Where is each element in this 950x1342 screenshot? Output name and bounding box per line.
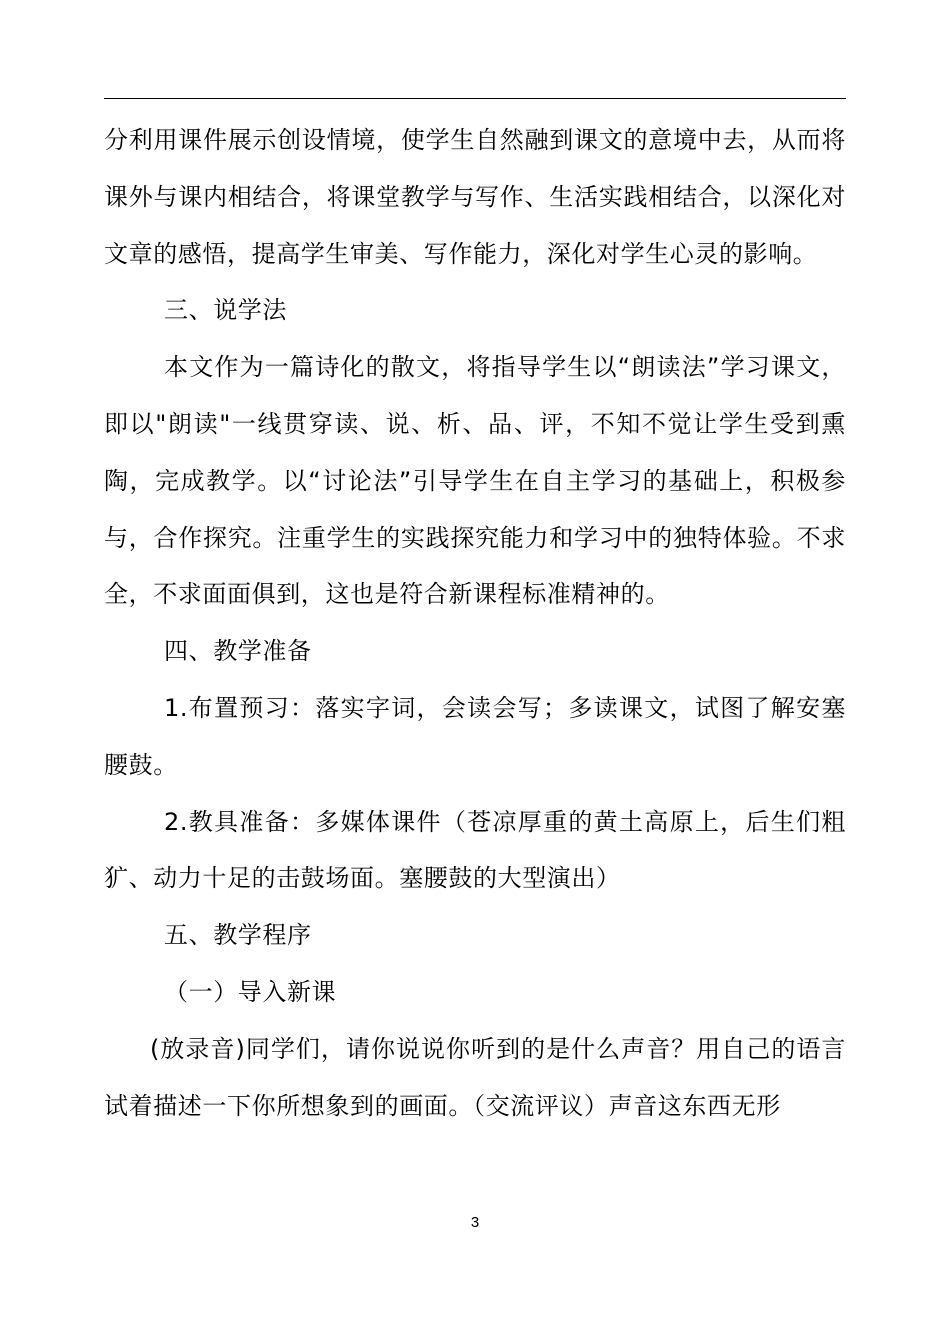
paragraph-preview-arrangement: 1.布置预习：落实字词，会读会写；多读课文，试图了解安塞腰鼓。: [104, 693, 846, 779]
paragraph-learning-method: 本文作为一篇诗化的散文，将指导学生以“朗读法”学习课文，即以"朗读"一线贯穿读、说、析、品、评，不知不觉让学生受到熏陶，完成教学。以“讨论法”引导学生在自主学习的基础上，积极参与，合作探究。注重学生的实践探究能力和学习中的独特体验。不求全，不求面面俱到，这也是符合新课程标准精神的。: [104, 353, 846, 609]
heading-teaching-procedure: 五、教学程序: [164, 921, 312, 950]
document-body: [104, 112, 846, 1134]
paragraph-introduction: (放录音)同学们，请你说说你听到的是什么声音？用自己的语言试着描述一下你所想象到的画面。（交流评议）声音这东西无形: [104, 1034, 846, 1120]
paragraph-continuation: 分利用课件展示创设情境，使学生自然融到课文的意境中去，从而将课外与课内相结合，将课堂教学与写作、生活实践相结合，以深化对文章的感悟，提高学生审美、写作能力，深化对学生心灵的影响。: [104, 126, 846, 268]
header-rule: [104, 98, 846, 99]
heading-learning-method: 三、说学法: [164, 296, 287, 325]
heading-teaching-preparation: 四、教学准备: [164, 637, 312, 666]
paragraph-teaching-aids: 2.教具准备：多媒体课件（苍凉厚重的黄土高原上，后生们粗犷、动力十足的击鼓场面。塞腰鼓的大型演出）: [104, 807, 846, 893]
subheading-introduction: （一）导入新课: [164, 977, 337, 1006]
page-number: 3: [470, 1214, 480, 1231]
